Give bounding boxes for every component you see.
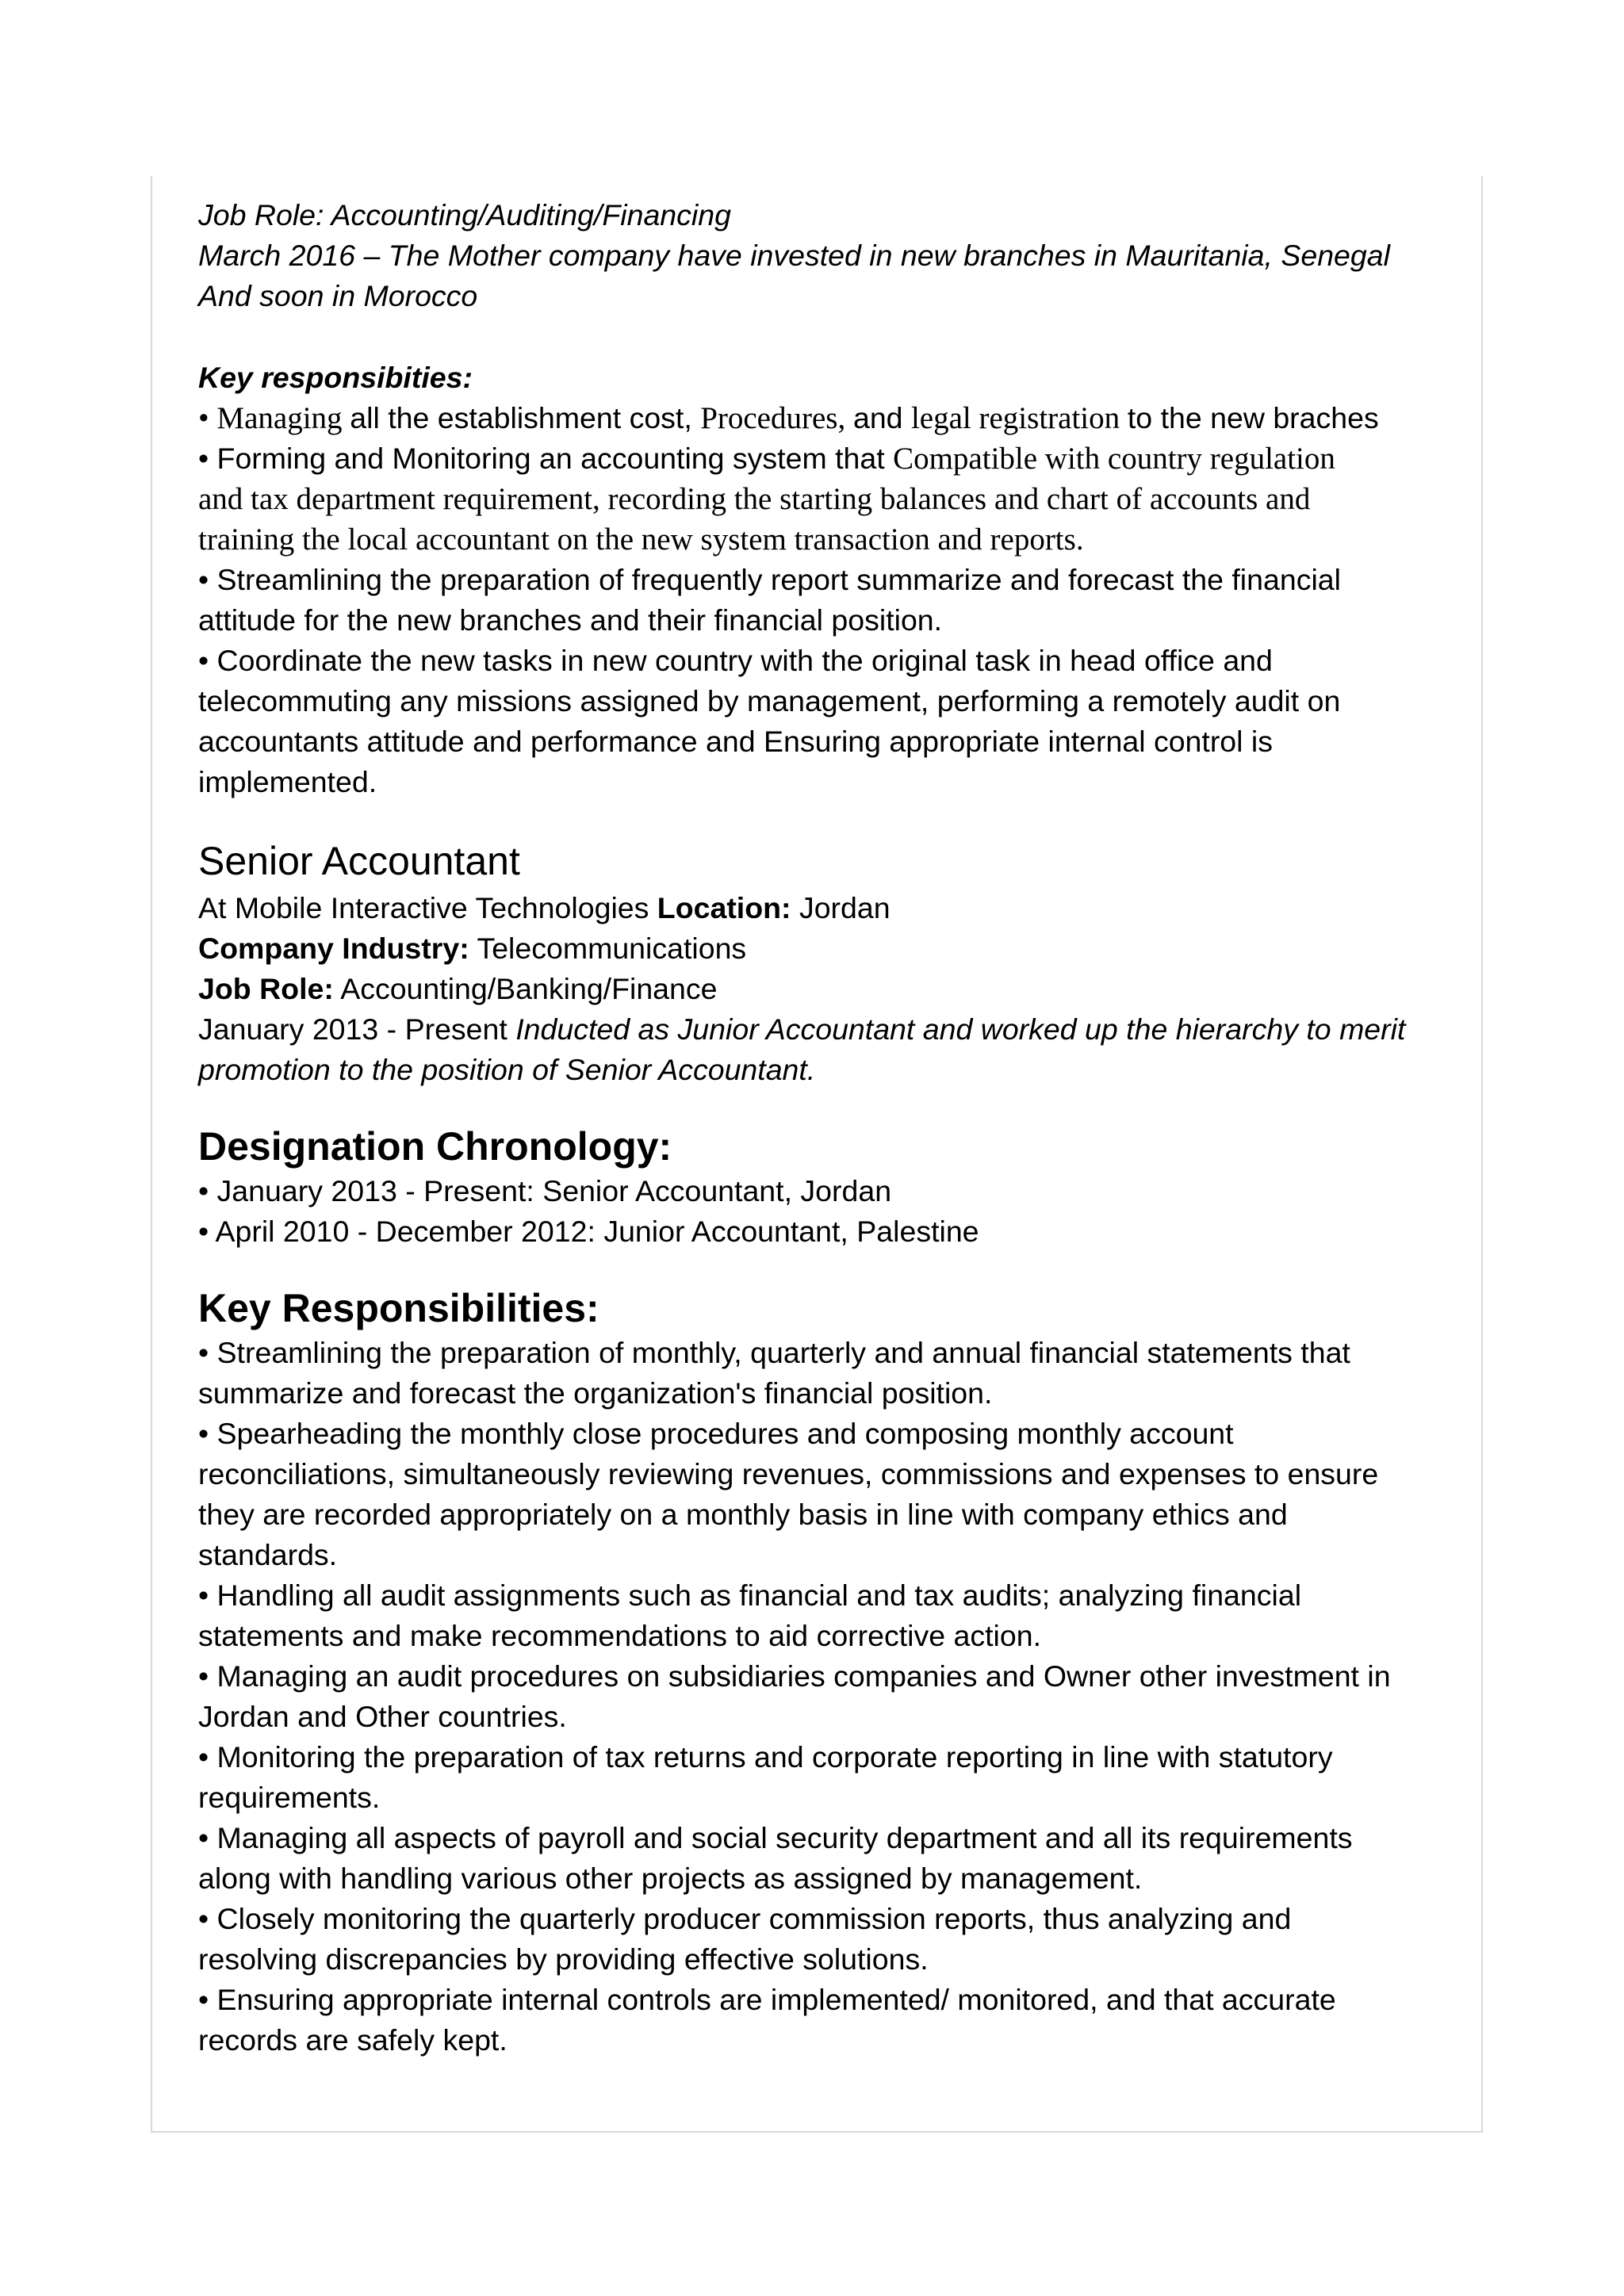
responsibility-line: Jordan and Other countries.: [198, 1700, 567, 1733]
responsibility-line: • Managing an audit procedures on subsidiaries companies and Owner other investment in: [198, 1659, 1391, 1693]
bullet-continuation: training the local accountant on the new system transaction and reports.: [198, 522, 1084, 557]
responsibility-line: records are safely kept.: [198, 2023, 508, 2057]
responsibility-line: summarize and forecast the organization's financial position.: [198, 1376, 993, 1410]
responsibility-line: statements and make recommendations to aid corrective action.: [198, 1619, 1042, 1652]
job-date-line: January 2013 - Present Inducted as Junior Accountant and worked up the hierarchy to merit: [198, 1012, 1406, 1046]
responsibility-line: • Spearheading the monthly close procedures and composing monthly account: [198, 1417, 1234, 1450]
bullet-continuation: telecommuting any missions assigned by management, performing a remotely audit on: [198, 684, 1341, 718]
bullet-continuation: implemented.: [198, 765, 377, 798]
bullet-item: • Streamlining the preparation of frequently report summarize and forecast the financial: [198, 563, 1341, 596]
bullet-continuation: accountants attitude and performance and Ensuring appropriate internal control is: [198, 725, 1273, 758]
chronology-item: • April 2010 - December 2012: Junior Accountant, Palestine: [198, 1215, 979, 1248]
bullet-item: • Forming and Monitoring an accounting system that Compatible with country regulation: [198, 442, 1335, 476]
job-role-line: Job Role: Accounting/Auditing/Financing: [198, 198, 731, 232]
responsibility-line: • Ensuring appropriate internal controls are implemented/ monitored, and that accurate: [198, 1983, 1336, 2016]
bullet-continuation: and tax department requirement, recording the starting balances and chart of accounts and: [198, 482, 1311, 516]
key-responsibilities-subheading: Key responsibities:: [198, 361, 473, 394]
company-industry-line: Company Industry: Telecommunications: [198, 932, 747, 965]
company-location-line: At Mobile Interactive Technologies Location: Jordan: [198, 891, 891, 924]
job-note-line: promotion to the position of Senior Accountant.: [198, 1053, 816, 1086]
responsibility-line: standards.: [198, 1538, 338, 1571]
responsibility-line: • Streamlining the preparation of monthly, quarterly and annual financial statements that: [198, 1336, 1350, 1369]
date-description-line: March 2016 – The Mother company have invested in new branches in Mauritania, Senegal: [198, 239, 1390, 272]
chronology-item: • January 2013 - Present: Senior Accountant, Jordan: [198, 1174, 892, 1207]
key-responsibilities-heading: Key Responsibilities:: [198, 1286, 599, 1330]
responsibility-line: reconciliations, simultaneously reviewing revenues, commissions and expenses to ensure: [198, 1457, 1379, 1490]
responsibility-line: • Closely monitoring the quarterly producer commission reports, thus analyzing and: [198, 1902, 1292, 1935]
date-description-line-2: And soon in Morocco: [198, 279, 478, 312]
responsibility-line: • Handling all audit assignments such as financial and tax audits; analyzing financial: [198, 1578, 1302, 1612]
bullet-item: • Managing all the establishment cost, Procedures, and legal registration to the new braches: [198, 401, 1379, 435]
job-title: Senior Accountant: [198, 839, 520, 883]
document-content: [198, 195, 1443, 2061]
responsibility-line: • Monitoring the preparation of tax returns and corporate reporting in line with statutory: [198, 1740, 1333, 1774]
responsibility-line: • Managing all aspects of payroll and social security department and all its requirements: [198, 1821, 1353, 1854]
designation-chronology-heading: Designation Chronology:: [198, 1124, 672, 1169]
bullet-item: • Coordinate the new tasks in new country with the original task in head office and: [198, 644, 1273, 677]
job-role-line: Job Role: Accounting/Banking/Finance: [198, 972, 718, 1005]
responsibility-line: resolving discrepancies by providing effective solutions.: [198, 1942, 929, 1976]
bullet-continuation: attitude for the new branches and their financial position.: [198, 603, 943, 637]
responsibility-line: along with handling various other projects as assigned by management.: [198, 1862, 1143, 1895]
responsibility-line: they are recorded appropriately on a monthly basis in line with company ethics and: [198, 1498, 1288, 1531]
responsibility-line: requirements.: [198, 1781, 381, 1814]
